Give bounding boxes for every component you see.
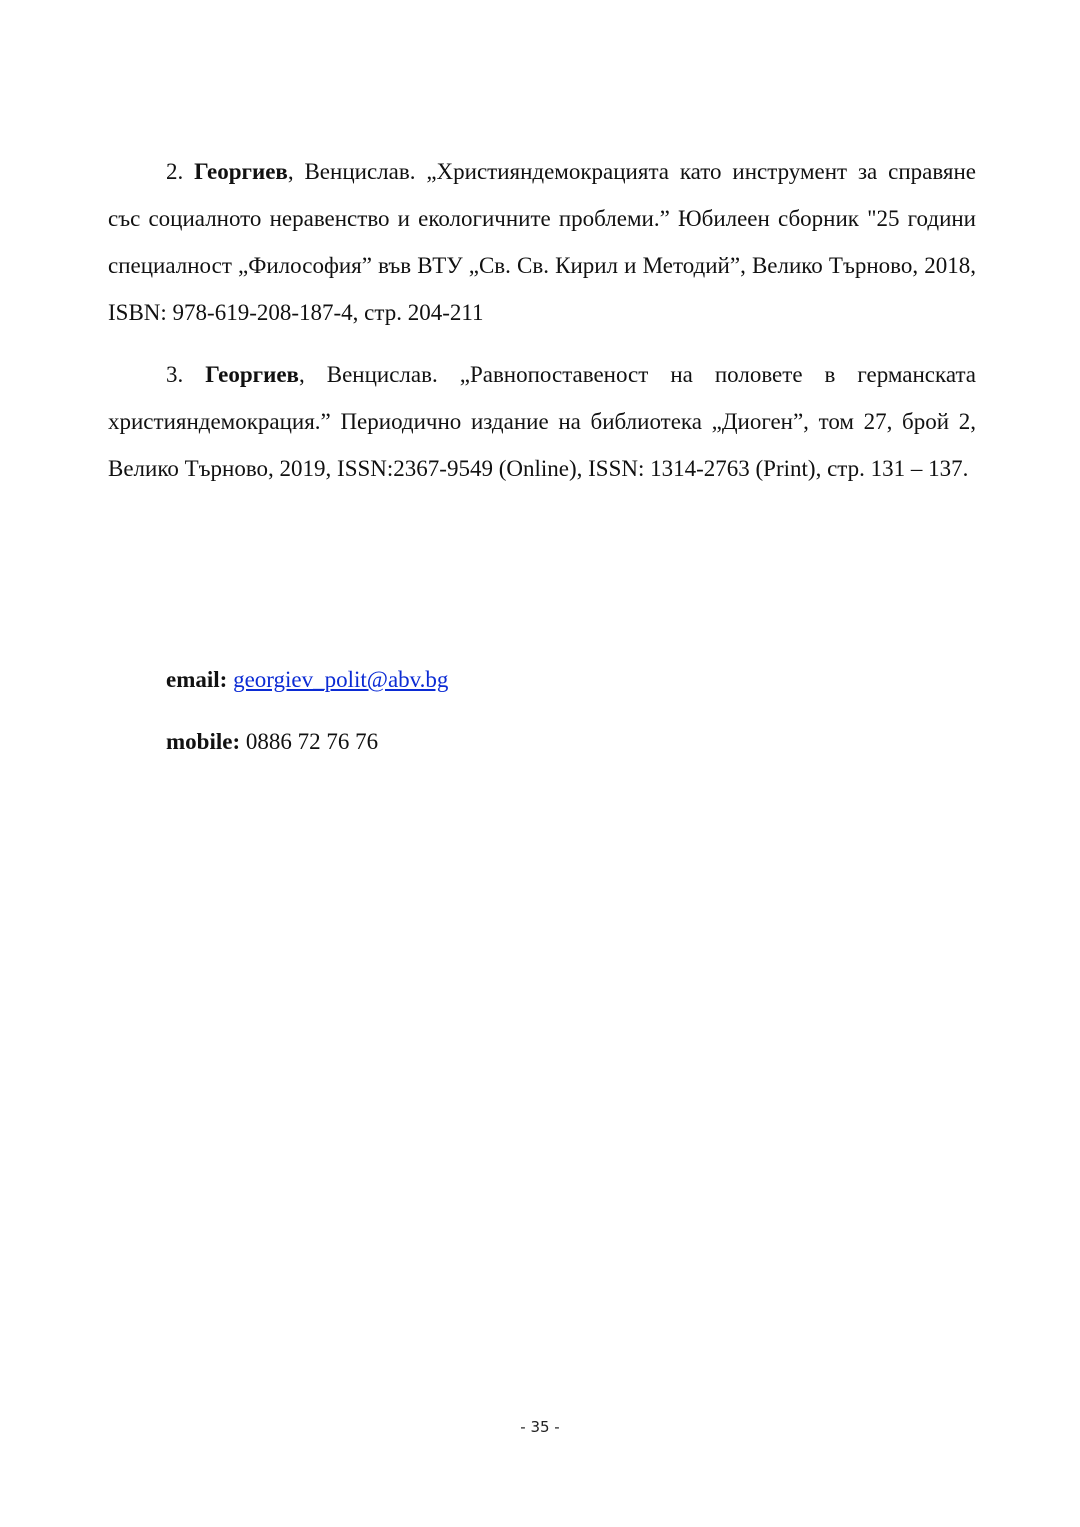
reference-number: 3.: [166, 362, 184, 387]
email-link[interactable]: georgiev_polit@abv.bg: [233, 667, 449, 692]
reference-number: 2.: [166, 159, 184, 184]
mobile-line: [166, 727, 378, 757]
reference-item: [108, 351, 976, 492]
reference-author: Георгиев: [194, 159, 288, 184]
references-list: [108, 148, 976, 507]
reference-text: , Венцислав. „Християндемокрацията като инструмент за справяне със социалното неравенство и екологичните проблеми.” Юбилеен сборник "25 години специалност „Философия” във ВТУ „Св. Св. Кирил и Методий”, Велико Търново, 2018, ISBN: 978-619-208-187-4, стр. 204-211: [108, 159, 976, 325]
mobile-number: 0886 72 76 76: [245, 729, 379, 754]
page-number: - 35 -: [520, 1418, 560, 1436]
email-label: email:: [166, 667, 228, 692]
email-line: [166, 665, 448, 695]
reference-item: [108, 148, 976, 336]
reference-text: , Венцислав. „Равнопоставеност на половете в германската християндемокрация.” Периодично издание на библиотека „Диоген”, том 27, брой 2, Велико Търново, 2019, ISSN:2367-9549 (Online), ISSN: 1314-2763 (Print), стр. 131 – 137.: [108, 362, 976, 481]
reference-author: Георгиев: [205, 362, 299, 387]
mobile-label: mobile:: [166, 729, 241, 754]
